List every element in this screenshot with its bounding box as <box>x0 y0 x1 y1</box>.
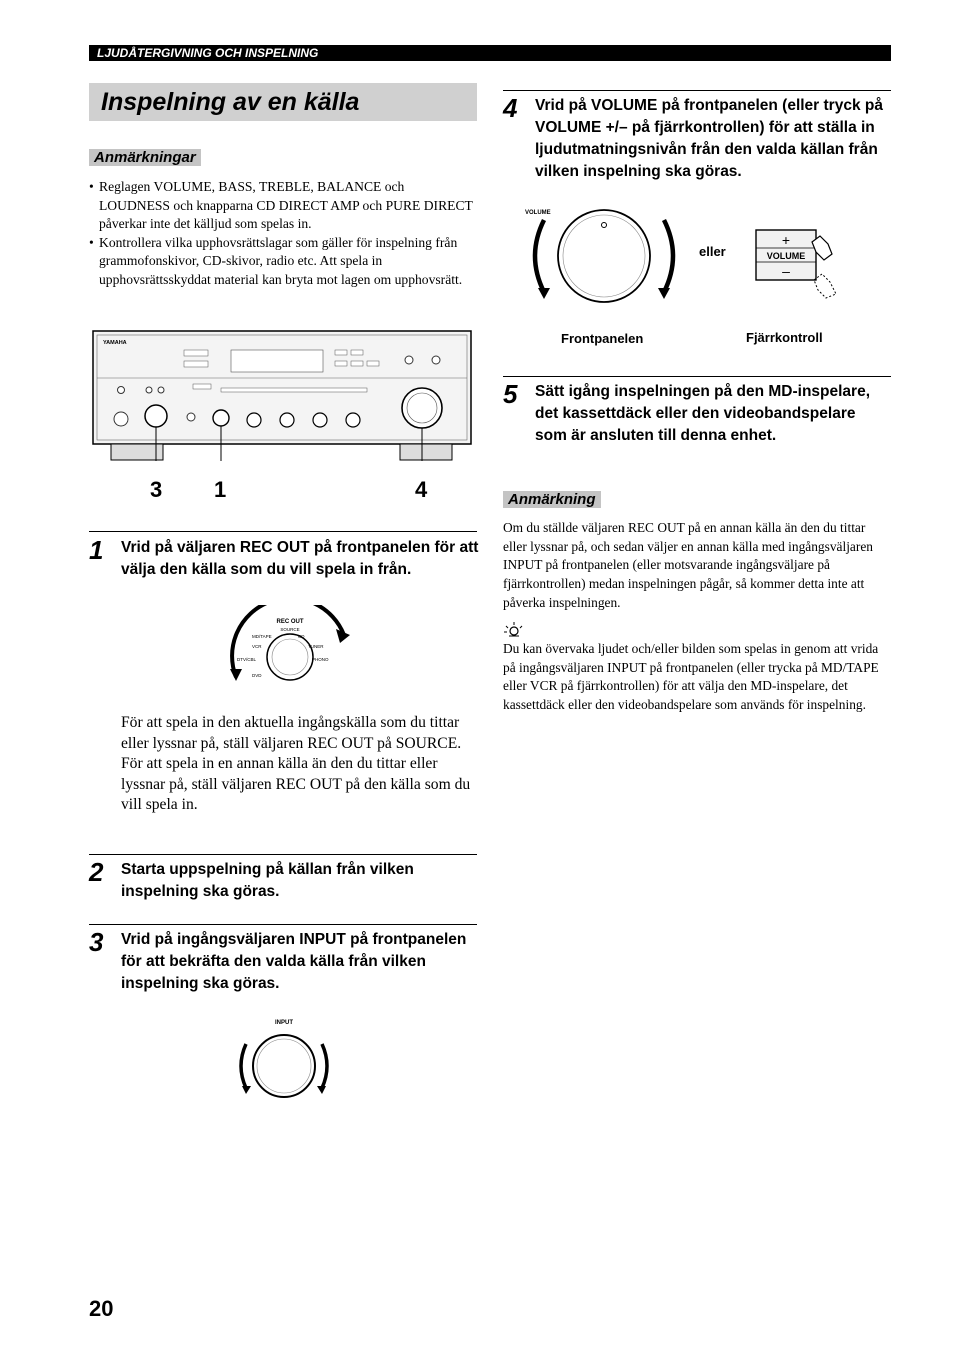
step-4-number: 4 <box>503 93 518 123</box>
step-1-rule <box>89 531 477 532</box>
rec-out-label-tuner: TUNER <box>308 644 324 649</box>
step-1-body <box>121 713 481 816</box>
callout-1: 1 <box>214 477 227 502</box>
remote-volume-illustration <box>752 228 842 303</box>
rec-out-label-mdtape: MD/TAPE <box>252 634 272 639</box>
note-item: • Reglagen VOLUME, BASS, TREBLE, BALANCE och LOUDNESS och knapparna CD DIRECT AMP och PURE DIRECT påverkar inte det källjud som spelas in. <box>89 178 477 234</box>
rec-out-label-cd: CD <box>298 634 305 639</box>
notes-label: Anmärkningar <box>89 149 201 166</box>
step-4-rule <box>503 90 891 91</box>
step-2-rule <box>89 854 477 855</box>
step-5-heading: Sätt igång inspelningen på den MD-inspelare, det kassettdäck eller den videobandspelare som är ansluten till denna enhet. <box>535 383 871 444</box>
callout-4: 4 <box>415 477 428 502</box>
page-title: Inspelning av en källa <box>101 88 360 116</box>
callout-3: 3 <box>150 477 163 502</box>
page-title-box <box>89 83 477 121</box>
volume-knob-illustration <box>520 200 690 310</box>
step-4-heading: Vrid på VOLUME på frontpanelen (eller tryck på VOLUME +/– på fjärrkontrollen) för att ställa in ljudutmatningsnivån från den valda källan från vilken inspelning ska göras. <box>535 97 883 180</box>
tip-text: Du kan övervaka ljudet och/eller bilden som spelas in genom att vrida på ingångsväljaren INPUT på frontpanelen (eller trycka på MD/TAPE eller VCR på fjärrkontrollen) för att välja den MD-inspelare, det kassettdäck eller den videobandspelare som används för inspelning. <box>503 641 879 713</box>
step-3-heading: Vrid på ingångsväljaren INPUT på frontpanelen för att bekräfta den valda källa från vilken inspelning ska göras. <box>121 931 467 992</box>
step-1-number: 1 <box>89 535 104 565</box>
notes-label-box <box>89 147 201 169</box>
step-3-rule <box>89 924 477 925</box>
brand-logo: YAMAHA <box>103 340 127 346</box>
notes-list <box>89 178 477 290</box>
step-3-number: 3 <box>89 927 104 957</box>
rec-out-label-vcr: VCR <box>252 644 262 649</box>
caption-remote: Fjärrkontroll <box>746 330 823 345</box>
rec-out-title: REC OUT <box>276 619 304 625</box>
note-item: • Kontrollera vilka upphovsrättslagar som gäller för inspelning från grammofonskivor, CD-skivor, radio etc. Att spela in upphovsrättsskyddat material kan bryta mot lagen om upphovsrätt. <box>89 234 477 290</box>
rec-out-label-dvd: DVD <box>252 673 262 678</box>
or-text: eller <box>699 244 726 259</box>
volume-knob-label: VOLUME <box>525 210 551 216</box>
step-5-number: 5 <box>503 379 518 409</box>
remote-plus: + <box>781 232 791 248</box>
step-1-heading: Vrid på väljaren REC OUT på frontpanelen för att välja den källa som du vill spela in från. <box>121 539 479 578</box>
input-dial-label: INPUT <box>275 1020 293 1026</box>
step-1-paragraph: För att spela in en annan källa än den du tittar eller lyssnar på, ställ väljaren REC OUT på den källa som du vill spela in. <box>121 755 471 813</box>
section-header: LJUDÅTERGIVNING OCH INSPELNING <box>89 45 891 61</box>
rec-out-label-source: SOURCE <box>280 627 300 632</box>
rec-out-dial-illustration <box>224 605 356 695</box>
remote-minus: – <box>782 263 790 279</box>
rec-out-label-phono: PHONO <box>312 657 329 662</box>
step-1-paragraph: För att spela in den aktuella ingångskälla som du tittar eller lyssnar på, ställ väljaren REC OUT på SOURCE. <box>121 714 462 752</box>
note-label-box <box>503 489 601 511</box>
step-2-number: 2 <box>89 857 104 887</box>
note-label: Anmärkning <box>503 491 601 508</box>
rec-out-label-dtvcbl: DTV/CBL <box>237 657 257 662</box>
lightbulb-tip-icon <box>503 622 523 638</box>
note-text: Om du ställde väljaren REC OUT på en annan källa än den du tittar eller lyssnar på, och sedan väljer en annan källa med ingångsväljaren INPUT på frontpanelen (eller motsvarande ingångsväljare på fjärrkontrollen) medan inspelningen pågår, så kommer detta inte att påverka inspelningen. <box>503 520 873 610</box>
input-dial-illustration <box>234 1014 334 1104</box>
remote-volume-label: VOLUME <box>766 251 806 261</box>
caption-frontpanel: Frontpanelen <box>561 331 644 346</box>
page-number: 20 <box>89 1296 114 1321</box>
step-5-rule <box>503 376 891 377</box>
hand-dashed-icon <box>814 274 836 298</box>
step-2-heading: Starta uppspelning på källan från vilken inspelning ska göras. <box>121 861 414 900</box>
